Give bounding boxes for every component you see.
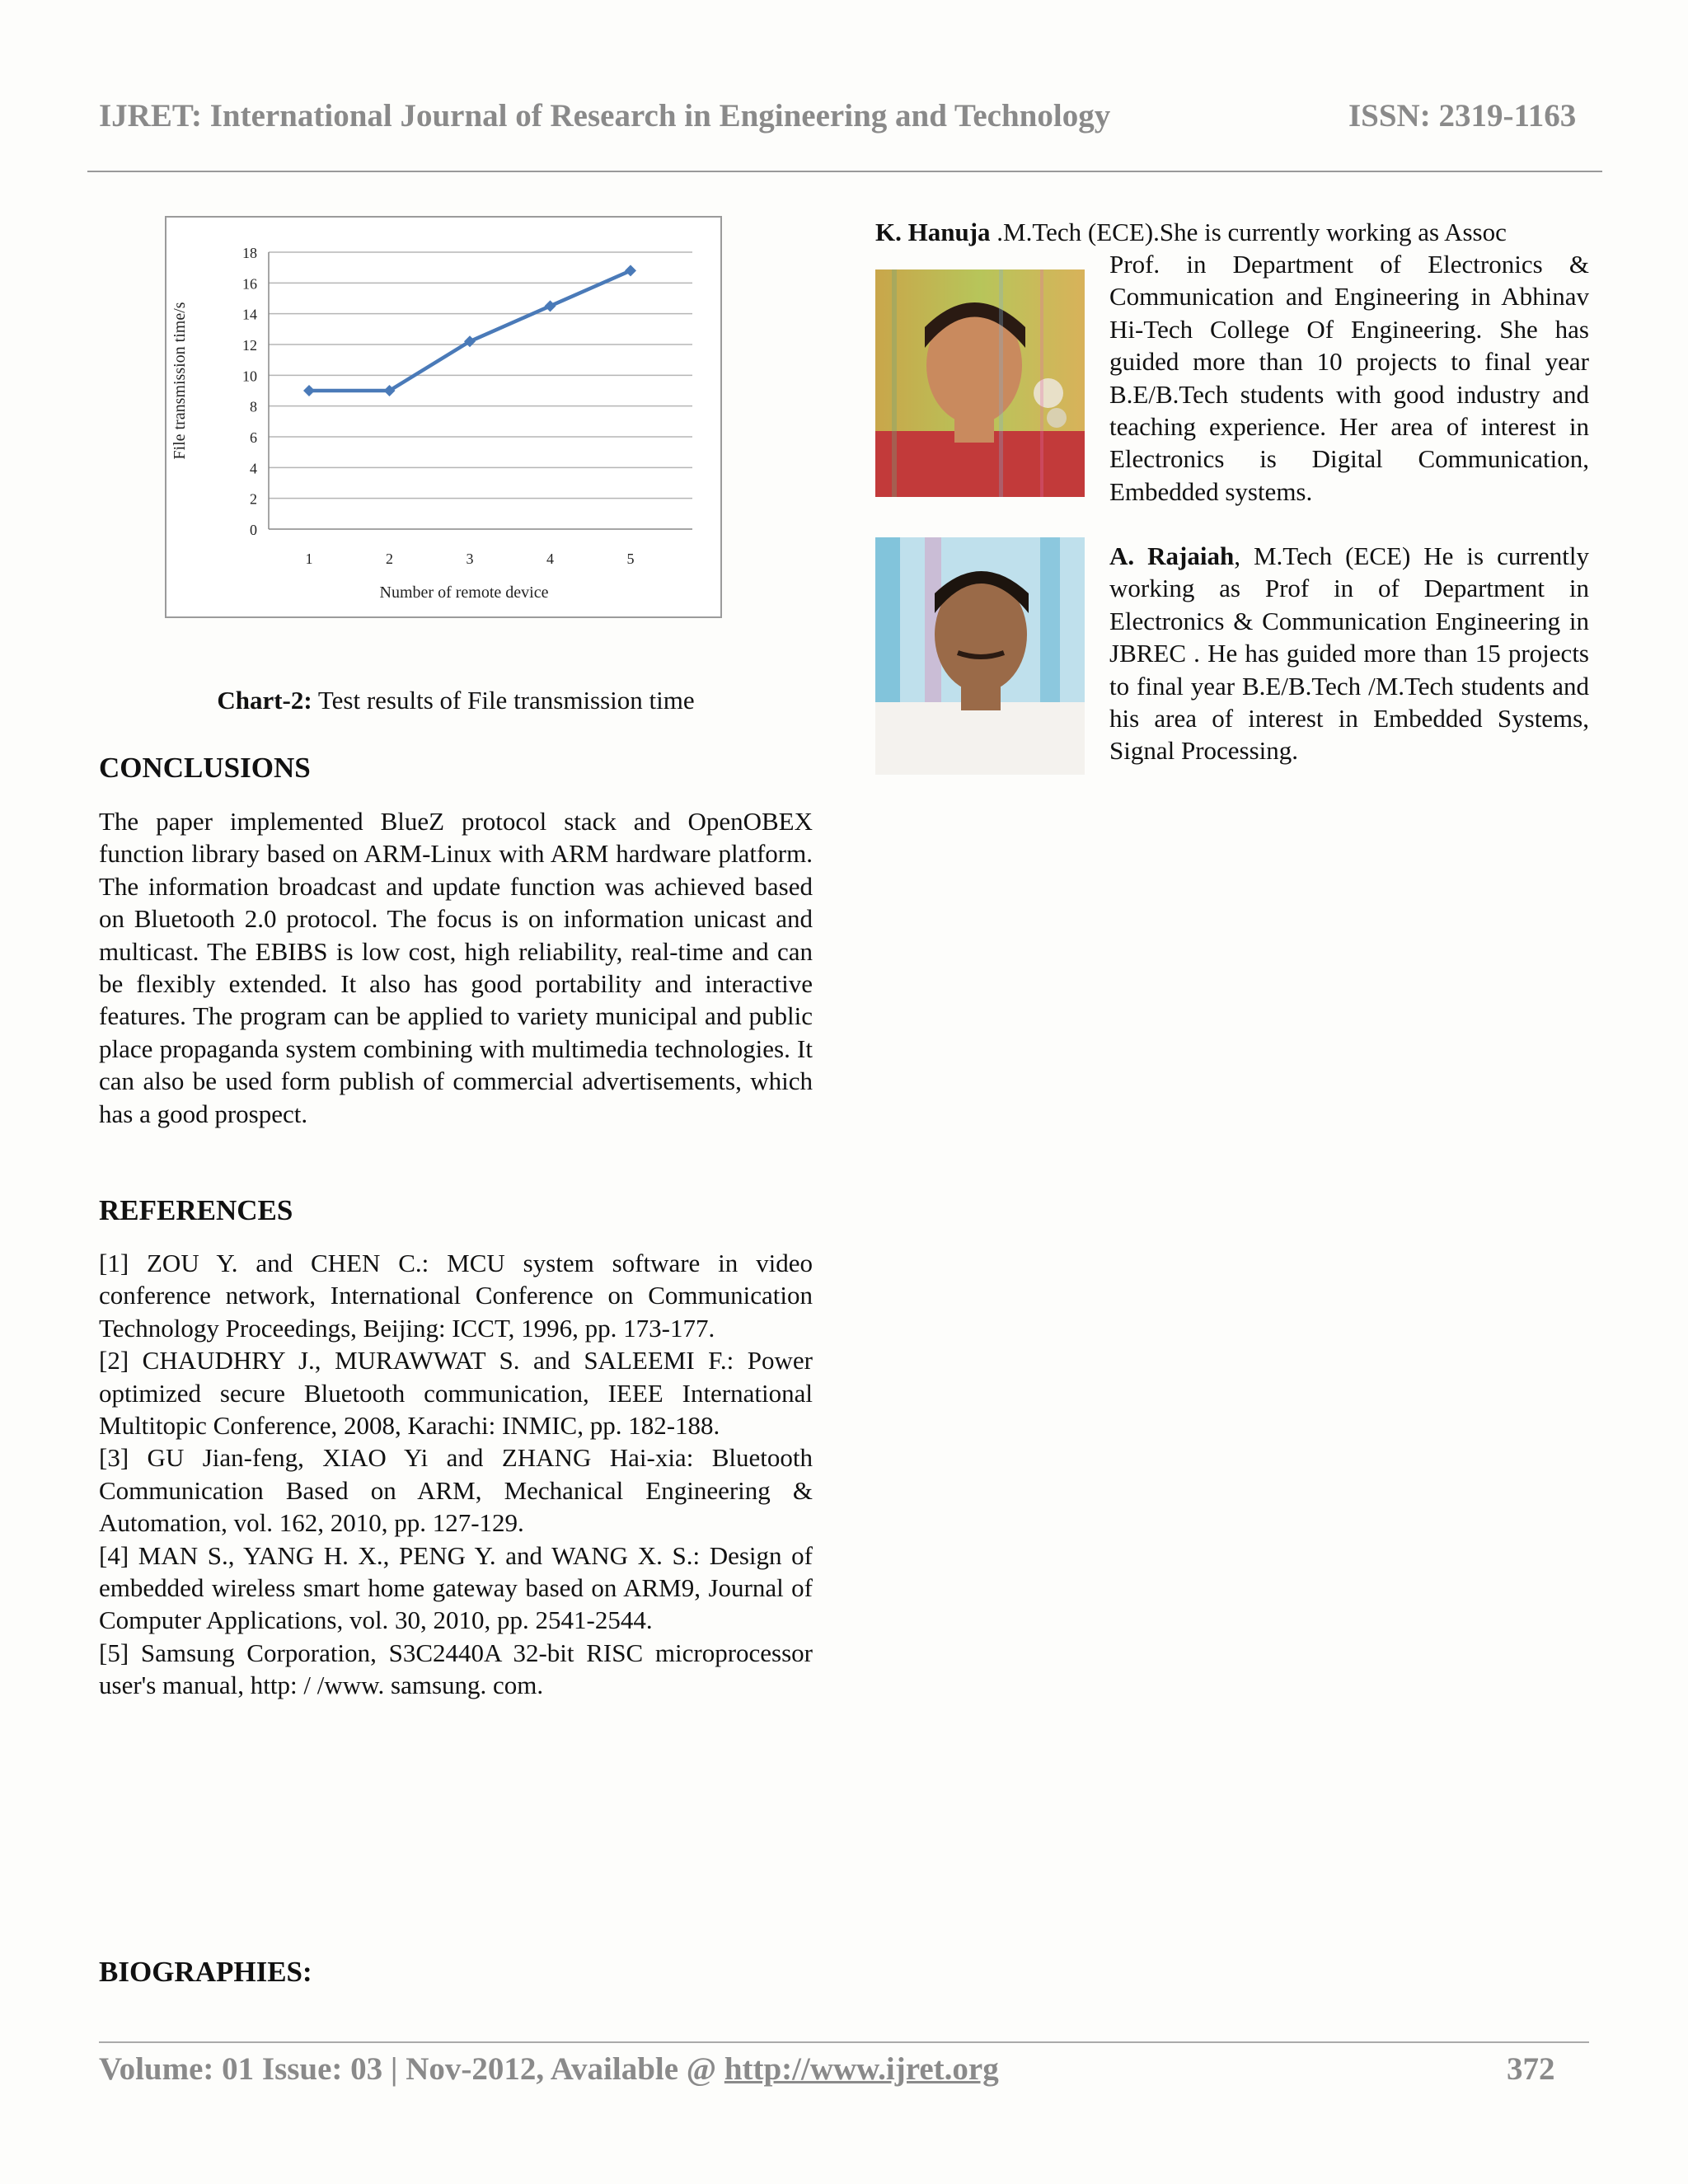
footer-volume: Volume: 01 Issue: 03 | Nov-2012, Available @	[99, 2051, 724, 2087]
footer-rule	[99, 2041, 1589, 2043]
y-tick-label: 2	[250, 490, 257, 508]
bio-1-photo	[875, 269, 1085, 497]
y-tick-label: 8	[250, 398, 257, 415]
y-tick-label: 0	[250, 522, 257, 538]
conclusions-heading: CONCLUSIONS	[99, 752, 311, 784]
header-rule	[87, 171, 1602, 172]
x-tick-label: 2	[386, 551, 393, 567]
y-tick-label: 16	[242, 275, 257, 293]
y-tick-label: 18	[242, 245, 257, 261]
x-tick-label: 4	[546, 551, 554, 567]
bio-2-text: , M.Tech (ECE) He is currently working as Prof in of Department in Electronics & Communication Engineering in JBREC . He has guided more than 15 projects to final year B.E/B.Tech /M.Tech students and his area of interest in Embedded Systems, Signal Processing.	[1109, 541, 1590, 766]
bio-1-intro-text: .M.Tech (ECE).She is currently working as Assoc	[990, 218, 1507, 246]
page-number: 372	[1507, 2051, 1555, 2087]
y-tick-label: 14	[242, 306, 257, 323]
y-tick-label: 6	[250, 429, 257, 446]
footer	[99, 2050, 1589, 2088]
issn: ISSN: 2319-1163	[1348, 98, 1577, 134]
bio-2-name: A. Rajaiah	[1109, 541, 1235, 570]
biographies-heading: BIOGRAPHIES:	[99, 1956, 312, 1988]
reference-item: [4] MAN S., YANG H. X., PENG Y. and WANG X. S.: Design of embedded wireless smart home gateway based on ARM9, Journal of Computer Applications, vol. 30, 2010, pp. 2541-2544.	[99, 1540, 813, 1635]
x-tick-label: 3	[466, 551, 474, 567]
caption-text: Test results of File transmission time	[312, 686, 695, 715]
y-tick-label: 12	[242, 337, 257, 354]
bio-1-name: K. Hanuja	[875, 218, 991, 246]
chart-caption	[99, 686, 813, 715]
footer-link[interactable]: http://www.ijret.org	[724, 2051, 999, 2087]
reference-item: [3] GU Jian-feng, XIAO Yi and ZHANG Hai-xia: Bluetooth Communication Based on ARM, Mechanical Engineering & Automation, vol. 162, 2010, pp. 127-129.	[99, 1443, 813, 1538]
y-tick-label: 4	[250, 460, 257, 477]
caption-label: Chart-2:	[217, 686, 312, 715]
journal-title: IJRET: International Journal of Research in Engineering and Technology	[99, 98, 1111, 134]
conclusions-text: The paper implemented BlueZ protocol stack and OpenOBEX function library based on ARM-Linux with ARM hardware platform. The information broadcast and update function was achieved based on Bluetooth 2.0 protocol. The focus is on information unicast and multicast. The EBIBS is low cost, high reliability, real-time and can be flexibly extended. It also has good portability and interactive features. The program can be applied to variety municipal and public place propaganda system combining with multimedia technologies. It can also be used form publish of commercial advertisements, which has a good prospect.	[99, 807, 813, 1128]
reference-item: [5] Samsung Corporation, S3C2440A 32-bit RISC microprocessor user's manual, http: / /www. samsung. com.	[99, 1638, 813, 1700]
bio-1-intro	[875, 216, 1589, 248]
x-axis-label: Number of remote device	[379, 583, 549, 602]
references-list	[99, 1247, 813, 1702]
references-heading: REFERENCES	[99, 1194, 293, 1226]
chart-2	[165, 216, 722, 618]
y-tick-label: 10	[242, 368, 257, 385]
bio-2	[1109, 540, 1589, 767]
x-tick-label: 5	[626, 551, 635, 567]
y-axis-label: File transmission time/s	[171, 302, 189, 460]
bio-2-photo	[875, 537, 1085, 775]
reference-item: [1] ZOU Y. and CHEN C.: MCU system software in video conference network, International Conference on Communication Technology Proceedings, Beijing: ICCT, 1996, pp. 173-177.	[99, 1249, 813, 1343]
x-tick-label: 1	[305, 551, 313, 567]
reference-item: [2] CHAUDHRY J., MURAWWAT S. and SALEEMI F.: Power optimized secure Bluetooth communication, IEEE International Multitopic Conference, 2008, Karachi: INMIC, pp. 182-188.	[99, 1346, 813, 1441]
bio-1-text: Prof. in Department of Electronics & Communication and Engineering in Abhinav Hi-Tech College Of Engineering. She has guided more than 10 projects to final year B.E/B.Tech students with good industry and teaching experience. Her area of interest in Electronics is Digital Communication, Embedded systems.	[1109, 250, 1589, 506]
